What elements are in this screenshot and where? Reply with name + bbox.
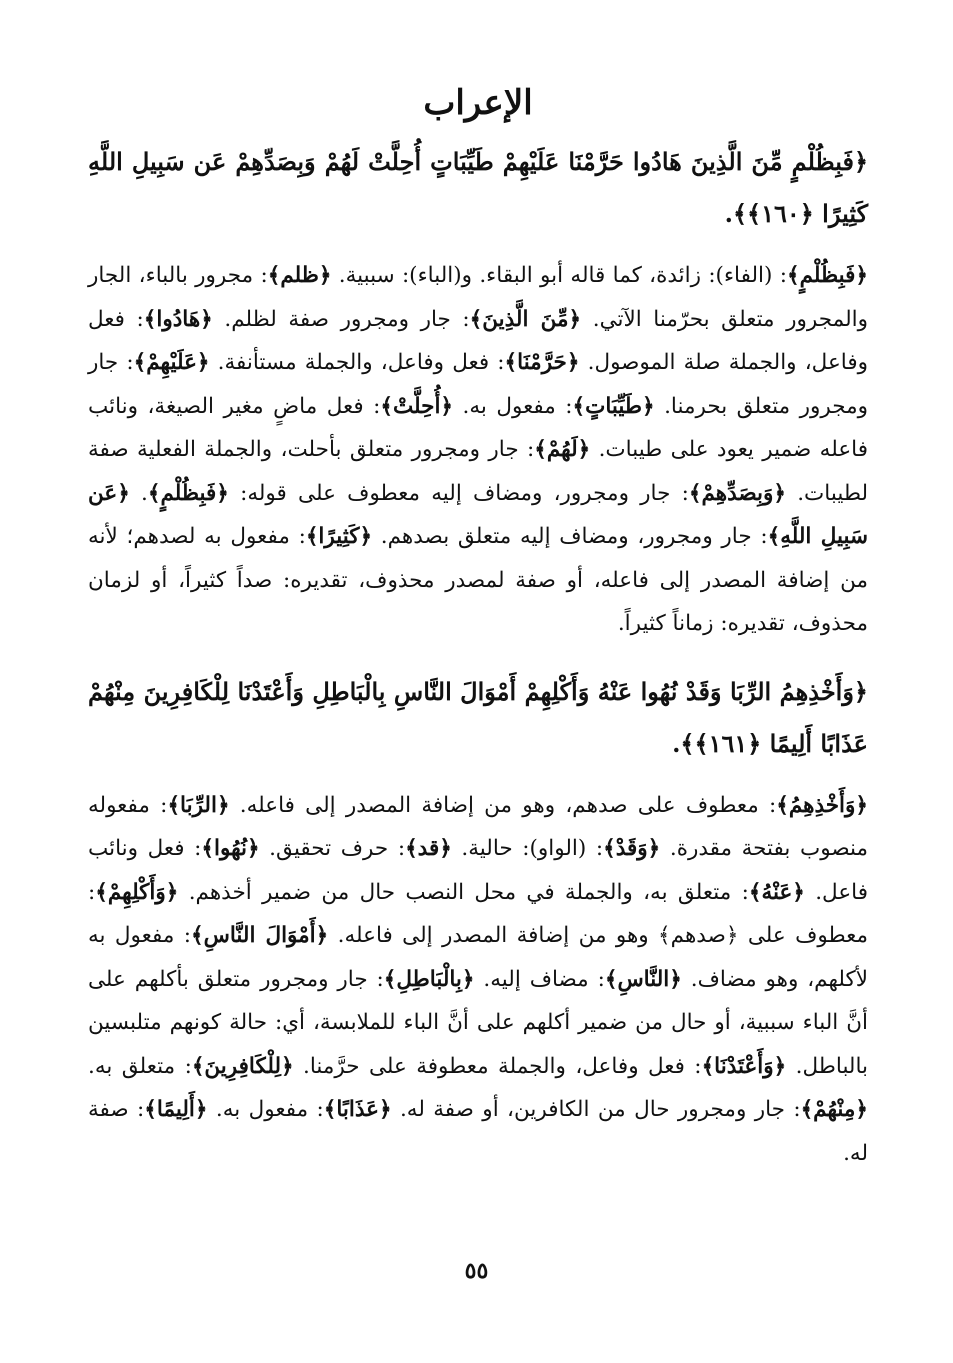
- term-alayhim: ﴿عَلَيْهِمْ﴾: جار ومجرور متعلق بحرمنا.: [88, 350, 868, 419]
- term-bil-batil: ﴿بِالْبَاطِلِ﴾: جار ومجرور متعلق بأكلهم على أنَّ الباء سببية، أو حال من ضمير أكلهم على أنَّ الباء للملابسة، أي: حالة كونهم متلبسين بالباطل.: [88, 966, 869, 1079]
- term-lil-kafirin: ﴿لِلْكَافِرِينَ﴾: متعلق به.: [88, 1053, 294, 1079]
- term-mina-allazina: ﴿مِّنَ الَّذِينَ﴾: جار ومجرور صفة لظلم.: [212, 306, 582, 332]
- term-wa-atadna: ﴿وَأَعْتَدْنَا﴾: فعل وفاعل، والجملة معطوفة على حرَّمنا.: [293, 1053, 787, 1079]
- analysis-160: [88, 254, 868, 646]
- page-number: ٥٥: [464, 1258, 489, 1284]
- page-body: [88, 80, 868, 1195]
- page-title: الإعراب: [423, 83, 533, 123]
- term-kathiran: ﴿كَثِيرًا﴾: مفعول به لصدهم؛ لأنه من إضافة المصدر إلى فاعله، أو صفة لمصدر محذوف، تقديره: صداً كثيراً، أو لزمان محذوف، تقديره: زماناً كثيراً.: [88, 524, 868, 636]
- term-fabizulmin-ref: ﴿فَبِظُلْمٍ﴾.: [129, 480, 229, 506]
- term-waqad: ﴿وَقَدْ﴾: (الواو): حالية.: [451, 836, 661, 861]
- term-amwal-an-nas: ﴿أَمْوَالَ النَّاسِ﴾: مفعول به لأكلهم، وهو مضاف.: [88, 923, 869, 992]
- term-minhum: ﴿مِنْهُمْ﴾: جار ومجرور حال من الكافرين، أو صفة له.: [391, 1097, 868, 1122]
- term-qad: ﴿قد﴾: حرف تحقيق.: [259, 836, 452, 861]
- term-nuhu: ﴿نُهُوا﴾: فعل ونائب فاعل.: [88, 836, 868, 905]
- term-ar-riba: ﴿الرِّبَا﴾: مفعوله منصوب بفتحة مقدرة.: [88, 792, 868, 861]
- term-wa-aklihim: ﴿وَأَكْلِهِمْ﴾: معطوف على ﴿صدهم﴾ وهو من إضافة المصدر إلى فاعله.: [88, 879, 868, 948]
- term-wabisaddihim: ﴿وَبِصَدِّهِمْ﴾: جار ومجرور، ومضاف إليه معطوف على قوله:: [228, 480, 786, 506]
- term-anhu: ﴿عَنْهُ﴾: متعلق به، والجملة في محل النصب حال من ضمير أخذهم.: [178, 879, 805, 905]
- term-an-nas: ﴿النَّاسِ﴾: مضاف إليه.: [474, 966, 682, 992]
- term-an-sabilillah: ﴿عَن سَبِيلِ اللَّهِ﴾: جار ومجرور، ومضاف إليه متعلق بصدهم.: [88, 480, 868, 549]
- verse-161: ﴿وَأَخْذِهِمُ الرِّبَا وَقَدْ نُهُوا عَنْهُ وَأَكْلِهِمْ أَمْوَالَ النَّاسِ بِالْبَاطِلِ وَأَعْتَدْنَا لِلْكَافِرِينَ مِنْهُمْ عَذَابًا أَلِيمًا ﴿١٦١﴾﴾.: [88, 676, 868, 758]
- verse-160: ﴿فَبِظُلْمٍ مِّنَ الَّذِينَ هَادُوا حَرَّمْنَا عَلَيْهِمْ طَيِّبَاتٍ أُحِلَّتْ لَهُمْ وَبِصَدِّهِمْ عَن سَبِيلِ اللَّهِ كَثِيرًا ﴿١٦٠﴾﴾.: [88, 147, 868, 228]
- term-adhaban: ﴿عَذَابًا﴾: مفعول به.: [207, 1097, 392, 1122]
- term-aliman: ﴿أَلِيمًا﴾: صفة له.: [88, 1097, 868, 1166]
- term-fabizulmin: ﴿فَبِظُلْمٍ﴾: (الفاء): زائدة، كما قاله أبو البقاء. و(الباء): سببية.: [331, 263, 868, 288]
- term-hadu: ﴿هَادُوا﴾: فعل وفاعل، والجملة صلة الموصول.: [88, 306, 868, 375]
- analysis-161: [88, 784, 868, 1176]
- term-tayyibat: ﴿طَيِّبَاتٍ﴾: مفعول به.: [453, 393, 655, 419]
- term-zulm: ﴿ظلم﴾: مجرور بالباء، الجار والمجرور متعلق بحرّمنا الآتي.: [88, 263, 869, 332]
- term-harramna: ﴿حَرَّمْنَا﴾: فعل وفاعل، والجملة مستأنفة.: [209, 350, 580, 375]
- term-lahum: ﴿لَهُمْ﴾: جار ومجرور متعلق بأحلت، والجملة الفعلية صفة لطيبات.: [88, 437, 869, 506]
- term-uhillat: ﴿أُحِلَّتْ﴾: فعل ماضٍ مغير الصيغة، ونائب فاعله ضمير يعود على طيبات.: [88, 393, 868, 462]
- term-wakhdhihim: ﴿وَأَخْذِهِمُ﴾: معطوف على صدهم، وهو من إضافة المصدر إلى فاعله.: [229, 792, 869, 818]
